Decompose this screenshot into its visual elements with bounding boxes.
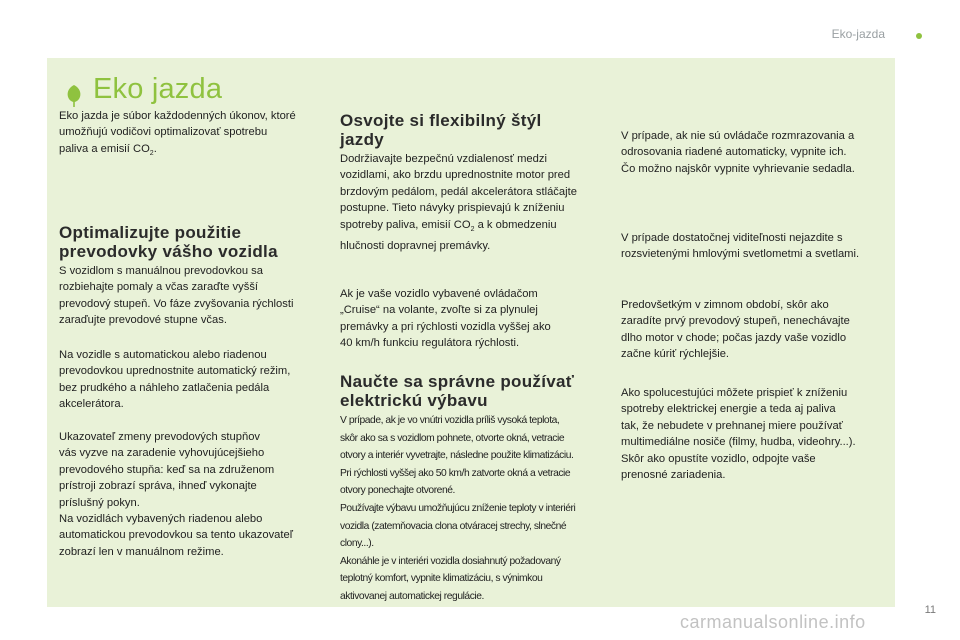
driving-section-heading: Osvojte si flexibilný štýl jazdy	[340, 111, 542, 149]
right-paragraph-3: Predovšetkým v zimnom období, skôr ako zaradíte prvý prevodový stupeň, nenechávajte dlho motor v chode; počas jazdy vaše vozidlo začne kúriť rýchlejšie.	[621, 299, 850, 361]
header-section-title: Eko-jazda	[831, 27, 885, 41]
right-paragraph-1: V prípade, ak nie sú ovládače rozmrazovania a odrosovania riadené automaticky, vypnite ich. Čo možno najskôr vypnite vyhrievanie sedadla.	[621, 130, 855, 175]
right-paragraph-4: Ako spolucestujúci môžete prispieť k zníženiu spotreby elektrickej energie a teda aj paliva tak, že nebudete v prehnanej miere používať multimediálne nosiče (filmy, hudba, videohry...). Skôr ako opustíte vozidlo, odpojte vaše prenosné zariadenia.	[621, 387, 856, 482]
page-number: 11	[924, 604, 936, 616]
intro-paragraph: Eko jazda je súbor každodenných úkonov, ktoré umožňujú vodičovi optimalizovať spotrebu paliva a emisií $CO_2$.	[59, 110, 296, 158]
watermark: carmanualsonline.info	[680, 612, 866, 632]
gear-section-heading: Optimalizujte použitie prevodovky vášho vozidla	[59, 223, 278, 261]
gear-paragraph-2: Na vozidle s automatickou alebo riadenou prevodovkou uprednostnite automatický režim, bez prudkého a náhleho zatlačenia pedála akcelerátora.	[59, 349, 291, 411]
leaf-icon	[66, 84, 82, 108]
electric-section-heading: Naučte sa správne používať elektrickú výbavu	[340, 372, 575, 410]
header-accent-dot	[916, 33, 922, 39]
page-title: Eko jazda	[93, 73, 223, 105]
electric-paragraph: V prípade, ak je vo vnútri vozidla príliš vysoká teplota, skôr ako sa s vozidlom pohnete, otvorte okná, vetracie otvory a interiér vyvetrajte, následne použite klimatizáciu. Pri rýchlosti vyššej ako 50 km/h zatvorte okná a vetracie otvory ponechajte otvorené. Používajte výbavu umožňujúcu zníženie teploty v interiéri vozidla (zatemňovacia clona otváracej strechy, slnečné clony...). Akonáhle je v interiéri vozidla dosiahnutý požadovaný teplotný komfort, vypnite klimatizáciu, s výnimkou aktivovanej automatickej regulácie.	[340, 415, 576, 602]
gear-paragraph-3: Ukazovateľ zmeny prevodových stupňov vás vyzve na zaradenie vyhovujúcejšieho prevodového stupňa: keď sa na združenom prístroji zobrazí správa, ihneď vykonajte príslušný pokyn. Na vozidlách vybavených riadenou alebo automatickou prevodovkou sa tento ukazovateľ zobrazí len v manuálnom režime.	[59, 431, 293, 558]
gear-paragraph-1: S vozidlom s manuálnou prevodovkou sa rozbiehajte pomaly a včas zaraďte vyšší prevodový stupeň. Vo fáze zvyšovania rýchlosti zaraďujte prevodové stupne včas.	[59, 265, 294, 327]
driving-paragraph-2: Ak je vaše vozidlo vybavené ovládačom „Cruise“ na volante, zvoľte si za plynulej premávky a pri rýchlosti vozidla vyššej ako 40 km/h funkciu regulátora rýchlosti.	[340, 288, 551, 350]
driving-paragraph-1: Dodržiavajte bezpečnú vzdialenosť medzi vozidlami, ako brzdu uprednostnite motor pred brzdovým pedálom, pedál akcelerátora stláčajte postupne. Tieto návyky prispievajú k zníženiu spotreby paliva, emisií $CO_2$ a k obmedzeniu hlučnosti dopravnej premávky.	[340, 153, 577, 253]
right-paragraph-2: V prípade dostatočnej viditeľnosti nejazdite s rozsvietenými hmlovými svetlometmi a svetlami.	[621, 232, 860, 261]
